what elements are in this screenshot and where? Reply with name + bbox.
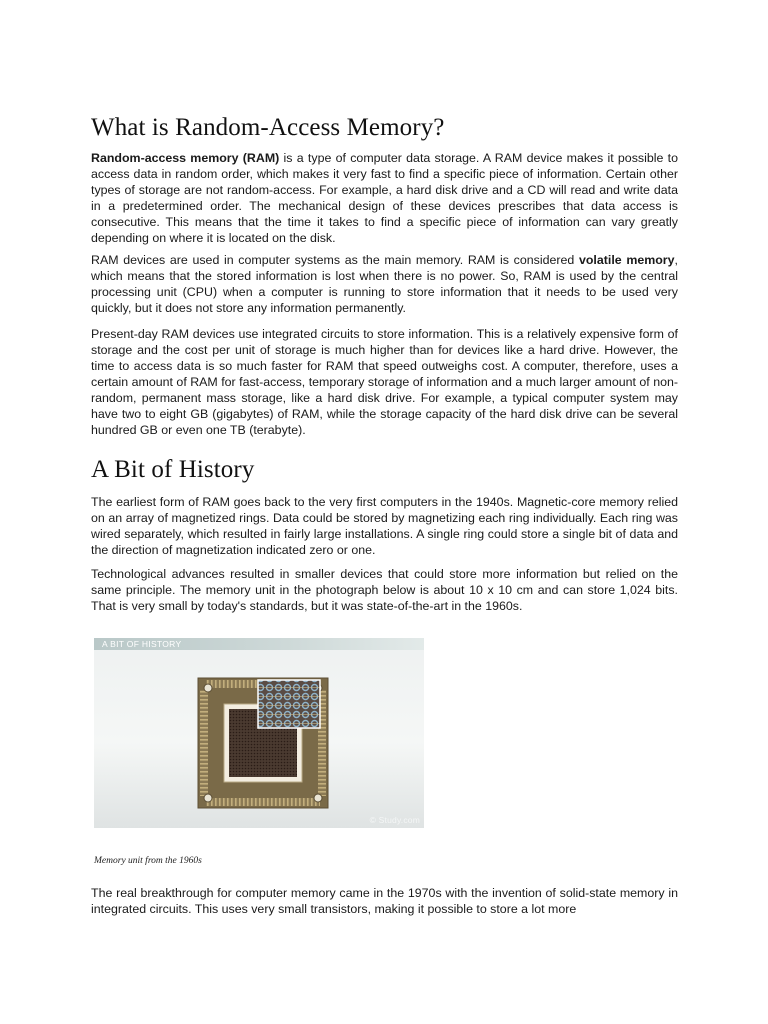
paragraph-history-advances: Technological advances resulted in smaller devices that could store more information but relied on the same principle. The memory unit in the photograph below is about 10 x 10 cm and can store 1,024 bits. That is very small by today's standards, but it was state-of-the-art in the 1960s. [91, 567, 678, 613]
paragraph-ram-volatile [91, 252, 678, 316]
figure-caption: Memory unit from the 1960s [94, 856, 202, 866]
term-ram: Random-access memory (RAM) [91, 151, 280, 165]
paragraph-ram-present-day: Present-day RAM devices use integrated circuits to store information. This is a relatively expensive form of storage and the cost per unit of storage is much higher than for devices like a hard drive. However, the time to access data is so much faster for RAM that speed outweighs cost. A computer, therefore, uses a certain amount of RAM for fast-access, temporary storage of information and a much larger amount of non-random, permanent mass storage, like a hard disk drive. For example, a typical computer system may have two to eight GB (gigabytes) of RAM, while the storage capacity of the hard disk drive can be several hundred GB or even one TB (terabyte). [91, 327, 678, 437]
paragraph-history-earliest: The earliest form of RAM goes back to the very first computers in the 1940s. Magnetic-core memory relied on an array of magnetized rings. Data could be stored by magnetizing each ring individually. Each ring was wired separately, which resulted in fairly large installations. A single ring could store a single bit of data and the direction of magnetization indicated zero or one. [91, 495, 678, 557]
figure-banner: A BIT OF HISTORY [94, 638, 424, 650]
paragraph-ram-definition [91, 150, 678, 246]
core-memory-board-illustration [94, 638, 424, 828]
term-volatile-memory: volatile memory [578, 253, 675, 267]
paragraph-history-breakthrough: The real breakthrough for computer memory came in the 1970s with the invention of solid-state memory in integrated circuits. This uses very small transistors, making it possible to store a lot more [91, 886, 678, 916]
section-heading-history: A Bit of History [91, 456, 255, 483]
paragraph-text: , which means that the stored information is lost when there is no power. So, RAM is used by the central processing unit (CPU) when a computer is running to store information that it needs to be used very quickly, but it does not store any information permanently. [91, 253, 678, 315]
figure-watermark: © Study.com [369, 815, 420, 825]
paragraph-text: is a type of computer data storage. A RAM device makes it possible to access data in random order, which makes it very fast to find a specific piece of information. Certain other types of storage are not random-access. For example, a hard disk drive and a CD will read and write data in a predetermined order. The mechanical design of these devices prescribes that data access is consecutive. This means that the time it takes to find a specific piece of information can vary greatly depending on where it is located on the disk. [91, 151, 678, 245]
memory-unit-photo [94, 638, 424, 828]
paragraph-text: RAM devices are used in computer systems as the main memory. RAM is considered [91, 253, 579, 267]
section-heading-ram: What is Random-Access Memory? [91, 114, 445, 141]
